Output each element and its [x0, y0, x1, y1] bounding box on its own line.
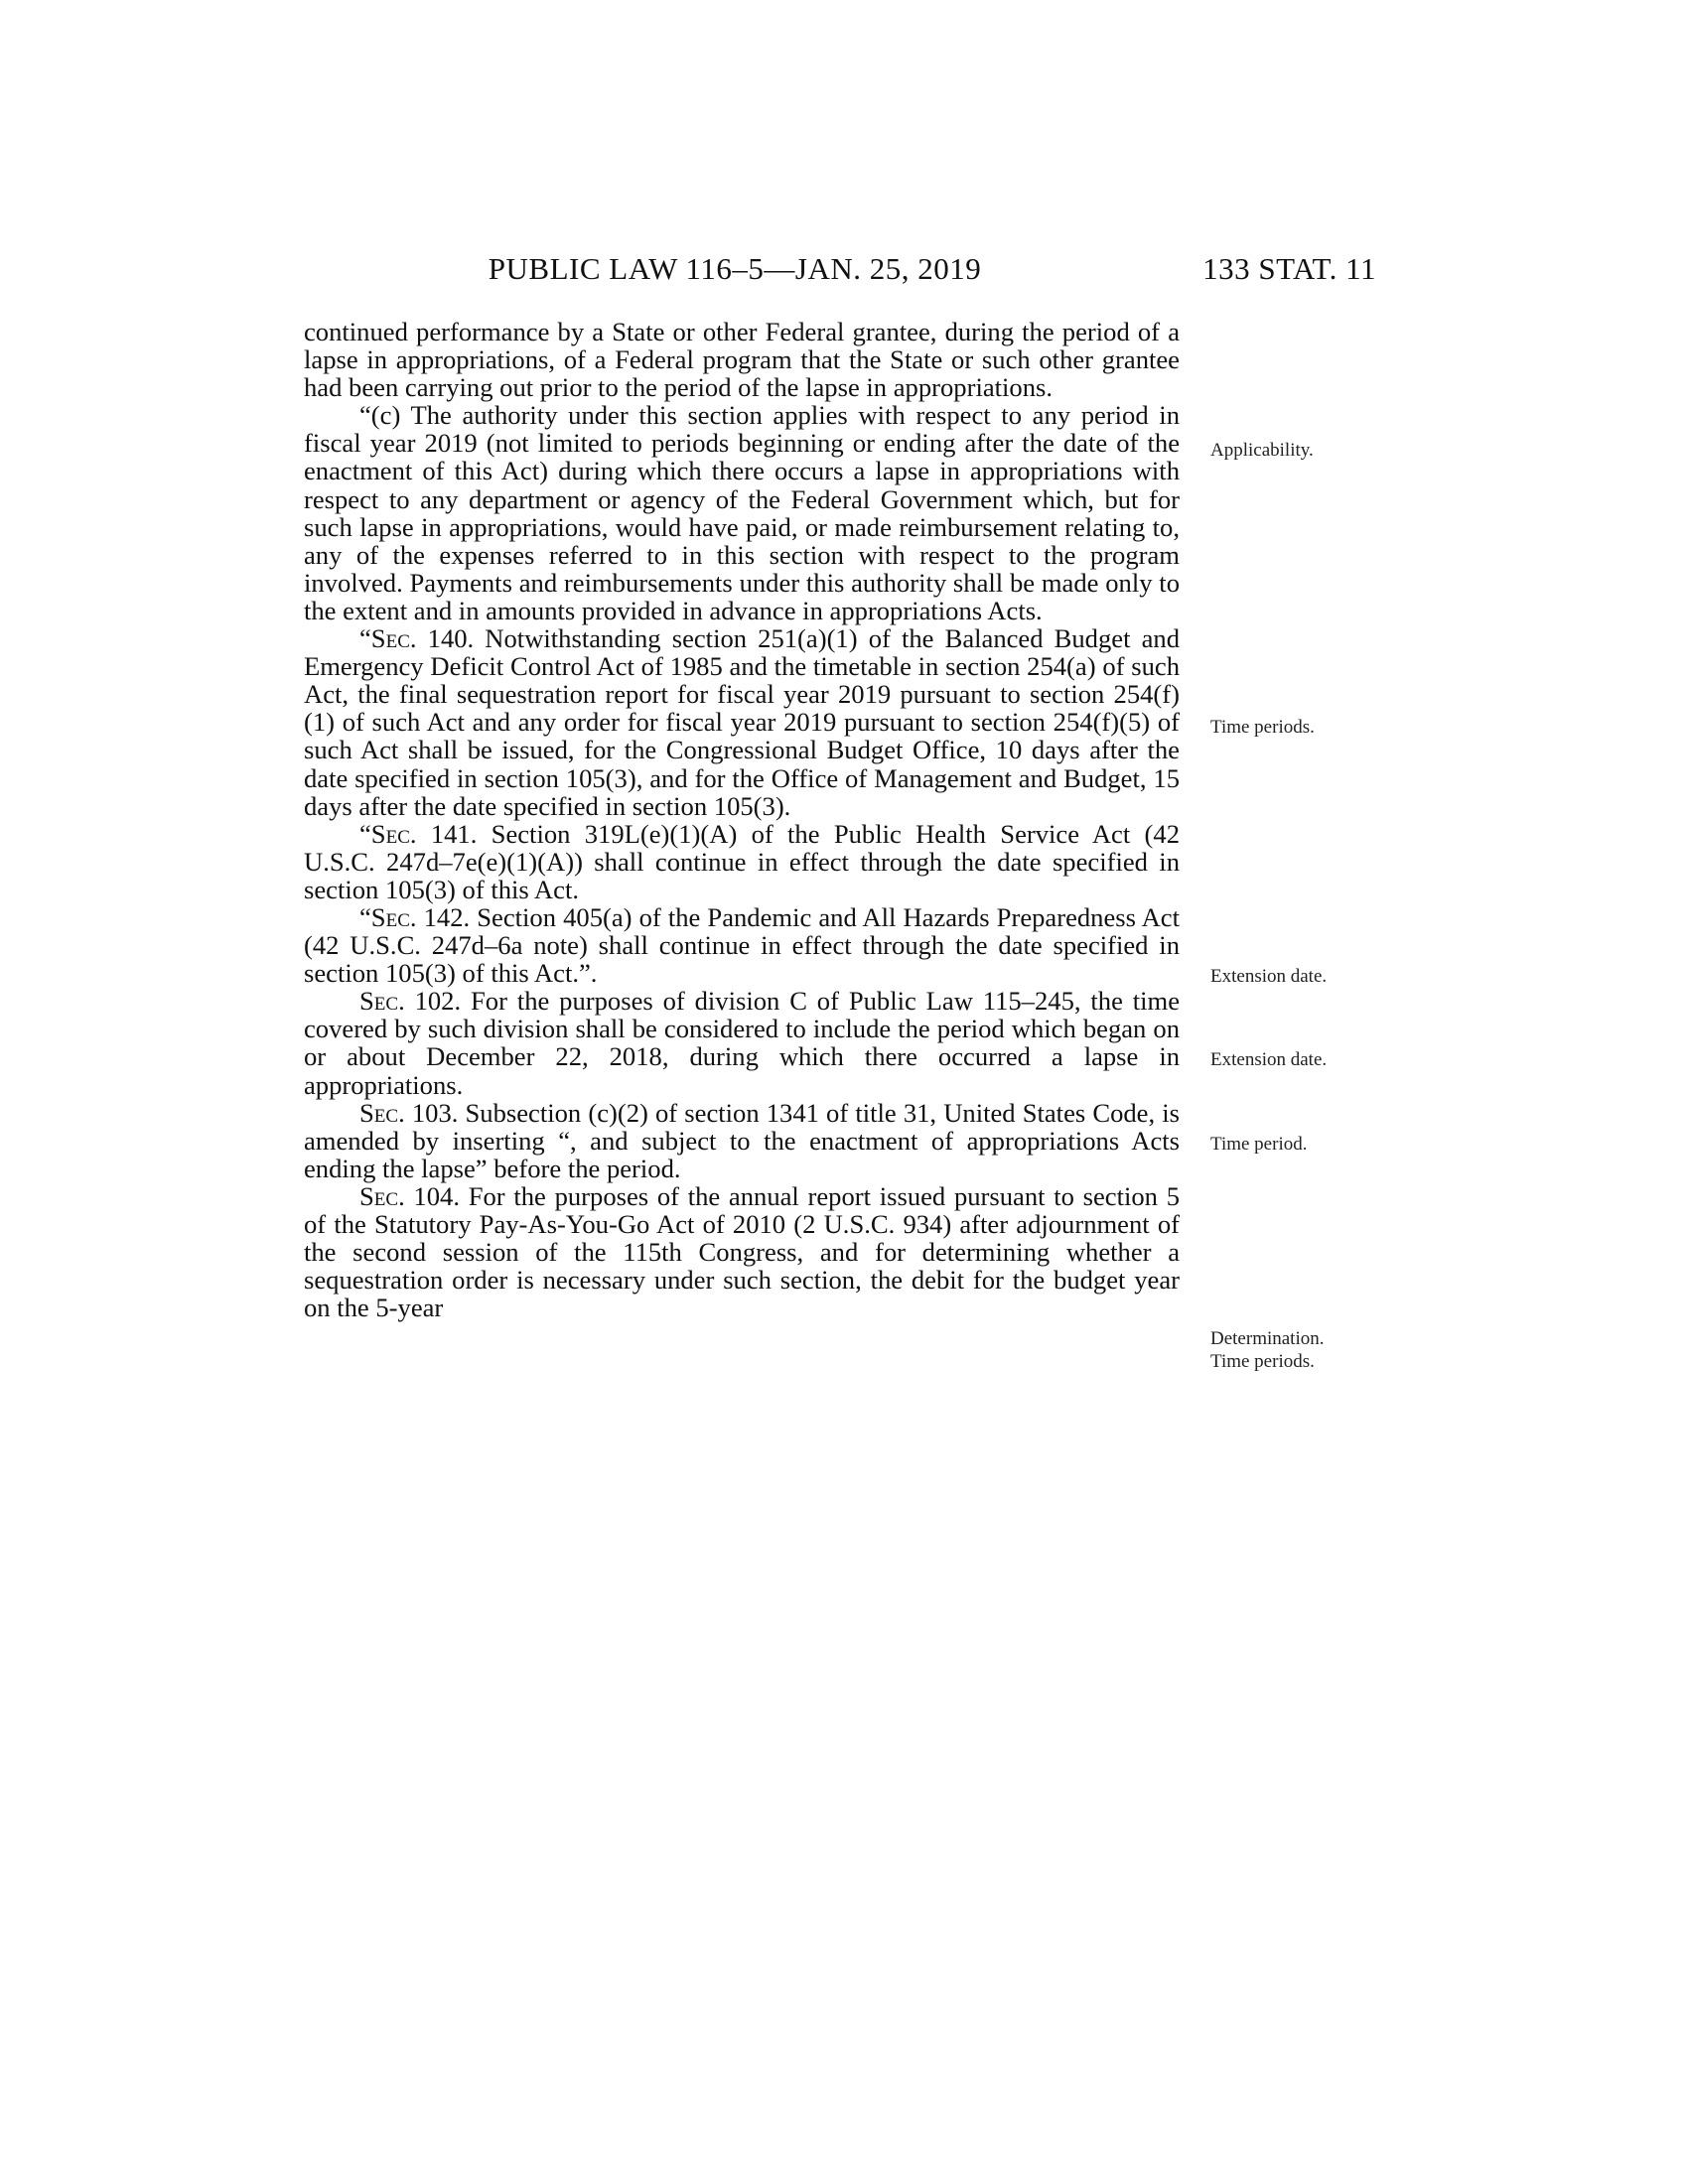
margin-note-determination: Determination. [1210, 1328, 1325, 1349]
paragraph-sec-141: “Sec. 141. Section 319L(e)(1)(A) of the Public Health Service Act (42 U.S.C. 247d–7e(e)(1)(A)) shall continue in effect through the date specified in section 105(3) of this Act. [304, 818, 1180, 904]
section-heading: Sec. 104. [359, 1180, 460, 1211]
paragraph-sec-140: “Sec. 140. Notwithstanding section 251(a)(1) of the Balanced Budget and Emergency Deficit Control Act of 1985 and the timetable in section 254(a) of such Act, the final sequestration report for fiscal year 2019 pursuant to section 254(f)(1) of such Act and any order for fiscal year 2019 pursuant to section 254(f)(5) of such Act shall be issued, for the Congressional Budget Office, 10 days after the date specified in section 105(3), and for the Office of Management and Budget, 15 days after the date specified in section 105(3). [304, 623, 1180, 821]
margin-note-time-period: Time period. [1210, 1134, 1308, 1155]
running-header-title: PUBLIC LAW 116–5—JAN. 25, 2019 [488, 251, 982, 286]
section-heading: “Sec. 142. [359, 901, 471, 932]
section-heading: Sec. 102. [359, 986, 462, 1017]
margin-note-time-periods: Time periods. [1210, 1351, 1315, 1372]
paragraph-sec-102: Sec. 102. For the purposes of division C of Public Law 115–245, the time covered by such division shall be considered to include the period which began on or about December 22, 2018, during which there occurred a lapse in appropriations. [304, 986, 1181, 1100]
statute-body [304, 318, 1180, 1321]
paragraph-sec-104: Sec. 104. For the purposes of the annual report issued pursuant to section 5 of the Statutory Pay-As-You-Go Act of 2010 (2 U.S.C. 934) after adjournment of the second session of the 115th Congress, and for determining whether a sequestration order is necessary under such section, the debit for the budget year on the 5-year [304, 1180, 1180, 1323]
margin-note-applicability: Applicability. [1210, 440, 1314, 461]
margin-note-extension-date: Extension date. [1210, 966, 1328, 987]
paragraph-sec-142: “Sec. 142. Section 405(a) of the Pandemic and All Hazards Preparedness Act (42 U.S.C. 247d–6a note) shall continue in effect through the date specified in section 105(3) of this Act.”. [304, 901, 1180, 989]
section-heading: Sec. 103. [359, 1097, 459, 1128]
paragraph-continued: continued performance by a State or other Federal grantee, during the period of a lapse in appropriations, of a Federal program that the State or such other grantee had been carrying out prior to the period of the lapse in appropriations. [304, 317, 1180, 403]
paragraph-subsection-c: “(c) The authority under this section applies with respect to any period in fiscal year 2019 (not limited to periods beginning or ending after the date of the enactment of this Act) during which there occurs a lapse in appropriations with respect to any department or agency of the Federal Government which, but for such lapse in appropriations, would have paid, or made reimbursement relating to, any of the expenses referred to in this section with respect to the program involved. Payments and reimbursements under this authority shall be made only to the extent and in amounts provided in advance in appropriations Acts. [304, 400, 1180, 625]
margin-note-time-periods: Time periods. [1210, 717, 1315, 738]
page-number: 133 STAT. 11 [1202, 251, 1376, 286]
paragraph-sec-103: Sec. 103. Subsection (c)(2) of section 1341 of title 31, United States Code, is amended by inserting “, and subject to the enactment of appropriations Acts ending the lapse” before the period. [304, 1097, 1180, 1183]
section-heading: “Sec. 140. [359, 623, 475, 654]
section-heading: “Sec. 141. [359, 818, 478, 849]
margin-note-extension-date: Extension date. [1210, 1049, 1328, 1070]
